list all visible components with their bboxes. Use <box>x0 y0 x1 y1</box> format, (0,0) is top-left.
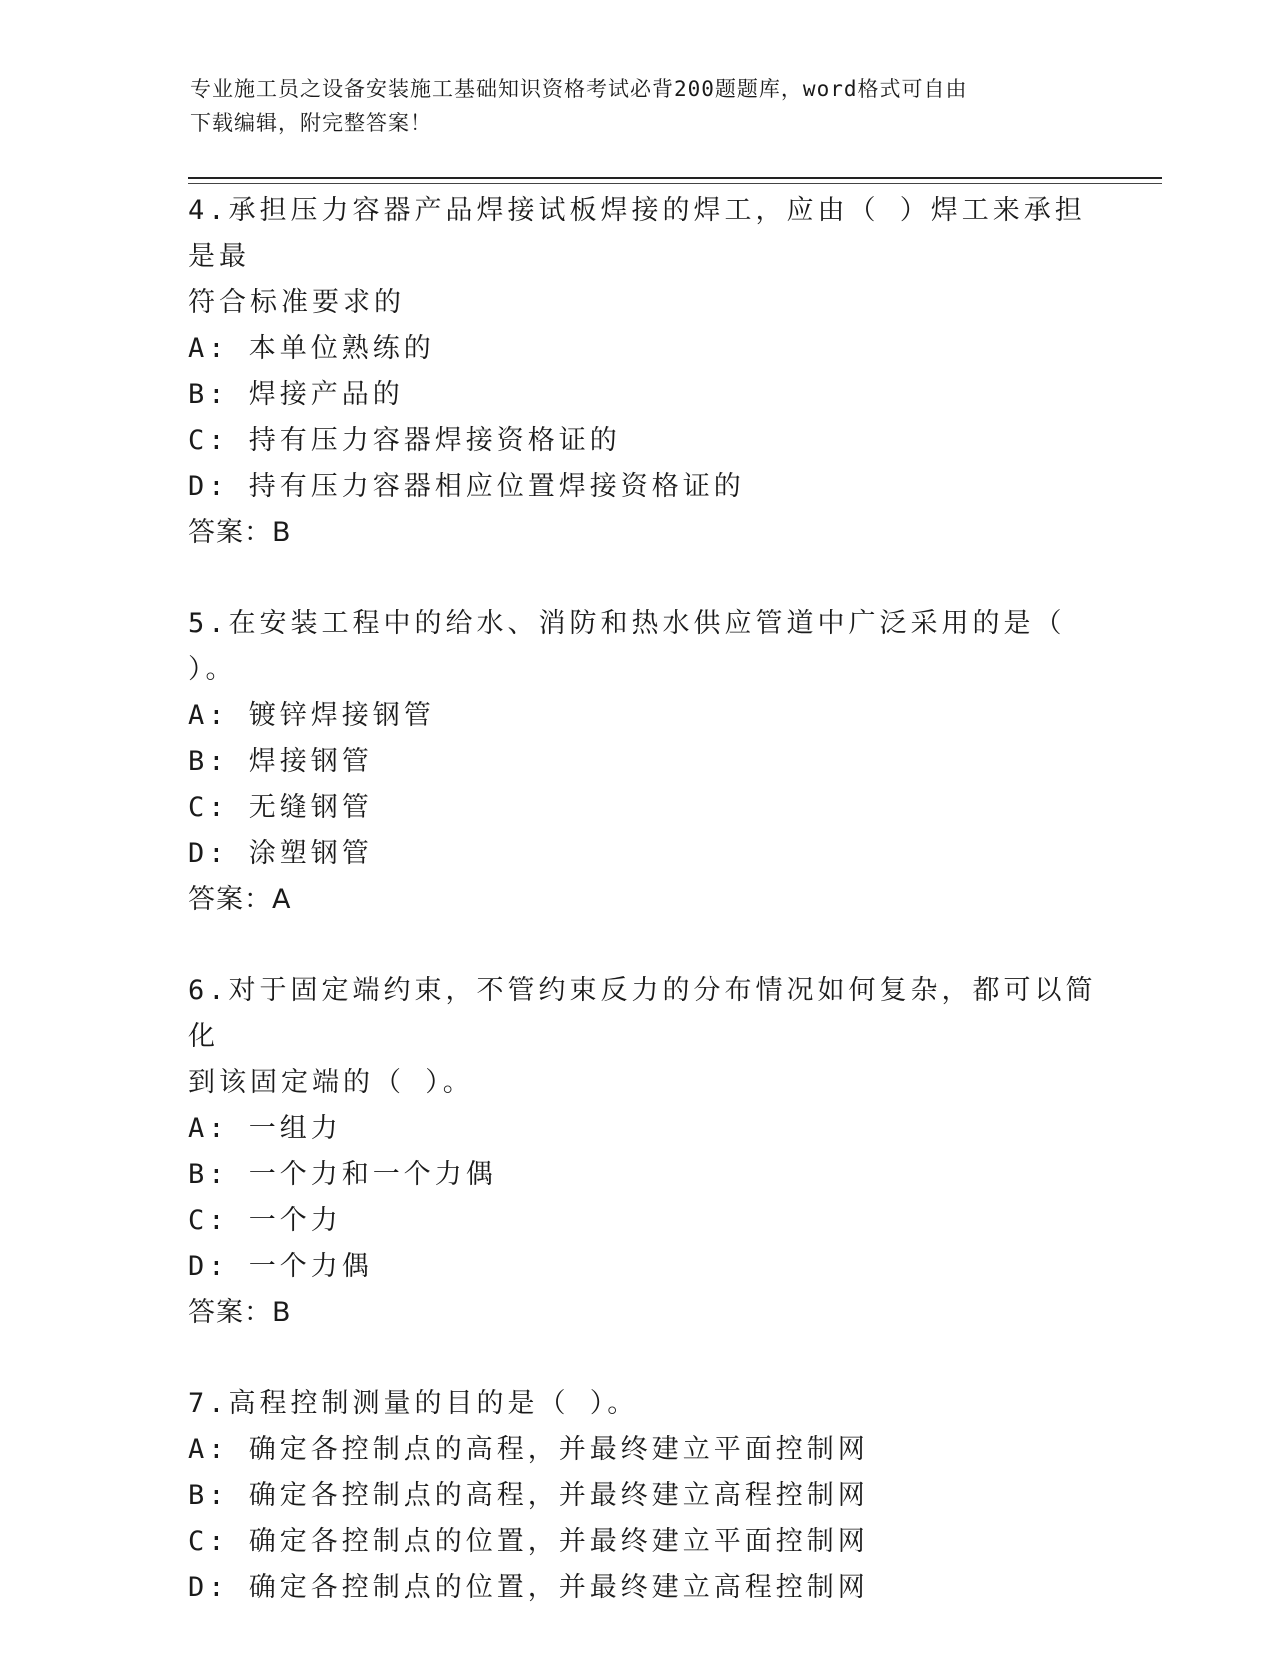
option-d: D: 涂塑钢管 <box>188 838 373 869</box>
option-d: D: 确定各控制点的位置，并最终建立高程控制网 <box>188 1572 869 1603</box>
answer-line: 答案：B <box>188 1297 292 1328</box>
option-b: B: 一个力和一个力偶 <box>188 1159 497 1190</box>
answer-line: 答案：A <box>188 884 292 915</box>
option-c: C: 一个力 <box>188 1205 342 1236</box>
option-a: A: 镀锌焊接钢管 <box>188 700 435 731</box>
option-a: A: 一组力 <box>188 1113 342 1144</box>
question-5 <box>188 601 1108 923</box>
question-text-line: 5.在安装工程中的给水、消防和热水供应管道中广泛采用的是（ ）。 <box>188 608 1066 685</box>
header-divider-thick <box>188 177 1162 179</box>
question-7 <box>188 1381 1108 1611</box>
answer-line: 答案：B <box>188 517 292 548</box>
option-c: C: 无缝钢管 <box>188 792 373 823</box>
document-header <box>190 72 1090 140</box>
question-text-line: 到该固定端的（ ）。 <box>188 1067 474 1098</box>
option-c: C: 确定各控制点的位置，并最终建立平面控制网 <box>188 1526 869 1557</box>
question-6 <box>188 968 1108 1336</box>
option-b: B: 确定各控制点的高程，并最终建立高程控制网 <box>188 1480 869 1511</box>
option-d: D: 一个力偶 <box>188 1251 373 1282</box>
question-list <box>188 188 1108 1656</box>
option-b: B: 焊接产品的 <box>188 379 404 410</box>
option-d: D: 持有压力容器相应位置焊接资格证的 <box>188 471 745 502</box>
option-b: B: 焊接钢管 <box>188 746 373 777</box>
option-a: A: 本单位熟练的 <box>188 333 435 364</box>
question-4 <box>188 188 1108 556</box>
header-line-1: 专业施工员之设备安装施工基础知识资格考试必背200题题库，word格式可自由 <box>190 77 968 101</box>
question-text-line: 6.对于固定端约束，不管约束反力的分布情况如何复杂，都可以简化 <box>188 975 1097 1052</box>
question-text-line: 符合标准要求的 <box>188 287 405 318</box>
question-text-line: 4.承担压力容器产品焊接试板焊接的焊工，应由（ ）焊工来承担是最 <box>188 195 1086 272</box>
option-c: C: 持有压力容器焊接资格证的 <box>188 425 621 456</box>
header-divider-thin <box>188 183 1162 184</box>
question-text-line: 7.高程控制测量的目的是（ ）。 <box>188 1388 639 1419</box>
option-a: A: 确定各控制点的高程，并最终建立平面控制网 <box>188 1434 869 1465</box>
header-line-2: 下载编辑，附完整答案！ <box>190 111 432 135</box>
